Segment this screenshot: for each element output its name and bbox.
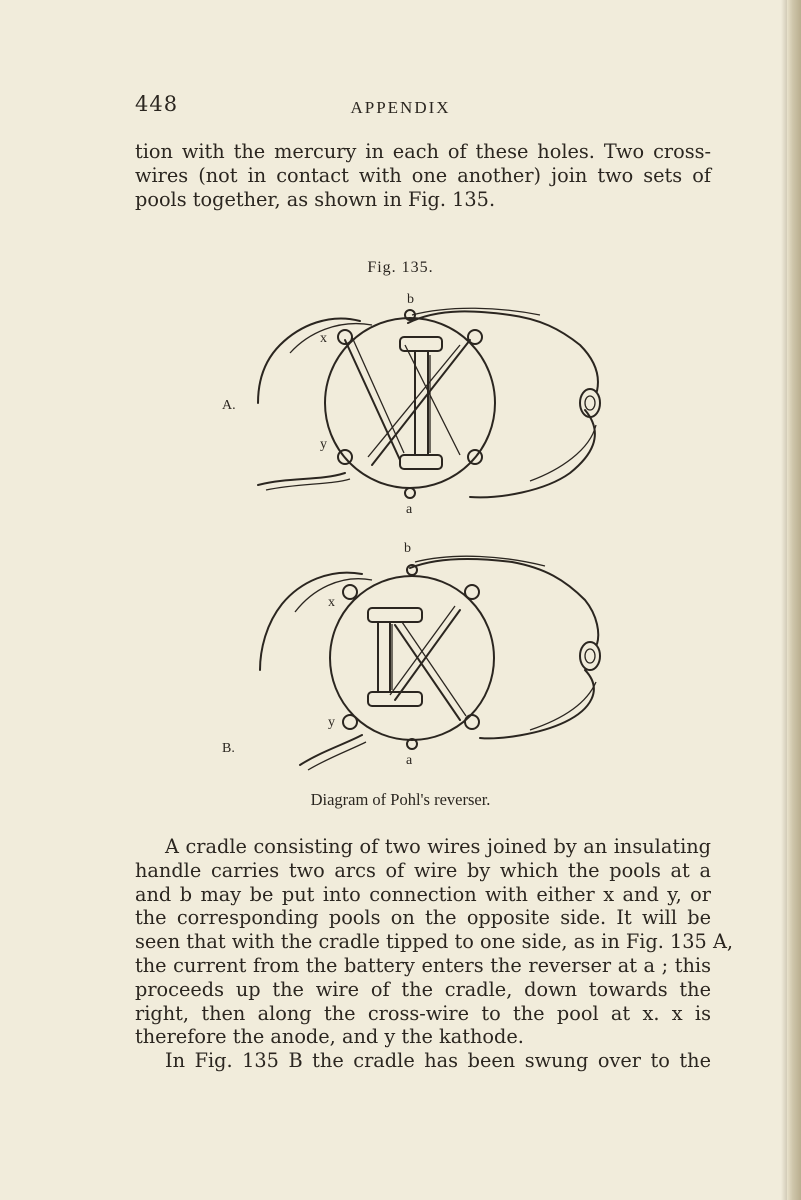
cradle [368,608,422,706]
diagram-b [0,530,801,775]
intro-paragraph [135,140,711,211]
terminal-a-label: a [406,753,413,768]
cross-wires [390,606,466,720]
figure-caption: Diagram of Pohl's reverser. [310,790,491,809]
terminal-b-label: b [404,541,411,556]
text-line: tion with the mercury in each of these holes. Two cross- [135,140,711,163]
pool-y-label: y [328,715,335,730]
cross-wires [345,337,470,465]
text-line: and b may be put into connection with either x and y, or [135,882,711,906]
text-line: the current from the battery enters the reverser at a ; this [135,953,711,977]
pool-x-label: x [328,595,335,610]
text-line: seen that with the cradle tipped to one side, as in Fig. 135 A, [135,930,734,954]
terminal-b-label: b [407,292,414,307]
text-line: the corresponding pools on the opposite side. It will be [135,906,711,930]
figure-label: Fig. 135. [367,259,434,276]
text-line: right, then along the cross-wire to the pool at x. x is [135,1001,711,1025]
terminal-a-label: a [406,502,413,517]
text-line: therefore the anode, and y the kathode. [135,1025,524,1049]
text-line: A cradle consisting of two wires joined by an insulating [165,835,711,858]
panel-label-a: A. [222,398,236,413]
text-line: proceeds up the wire of the cradle, down towards the [135,977,711,1001]
pool-y-label: y [320,437,327,452]
running-title: APPENDIX [350,98,451,117]
mercury-pools [343,565,600,749]
diagram-a [0,285,801,525]
body-paragraph [135,835,734,1073]
page-number: 448 [135,92,179,116]
text-line: handle carries two arcs of wire by which the pools at a [135,858,711,882]
mercury-pools [338,310,600,498]
panel-label-b: B. [222,741,235,756]
text-line: pools together, as shown in Fig. 135. [135,187,496,211]
text-line: wires (not in contact with one another) join two sets of [135,163,711,187]
text-line: In Fig. 135 B the cradle has been swung over to the [165,1049,711,1073]
pool-x-label: x [320,331,327,346]
